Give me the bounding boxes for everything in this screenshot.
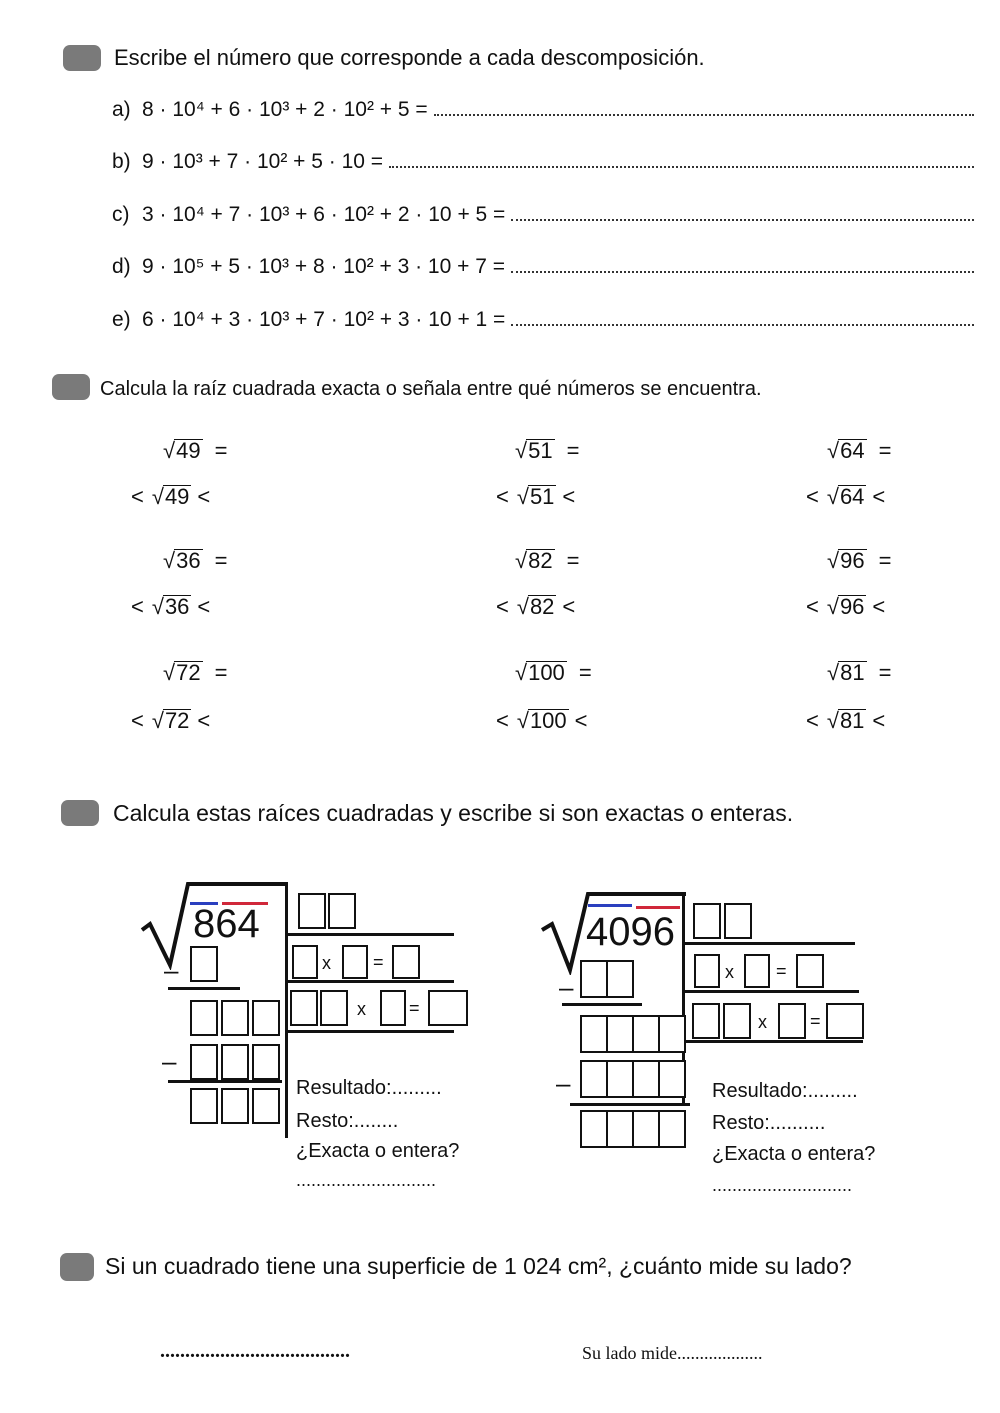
sqrt-equation-64 — [827, 438, 892, 464]
radicand: 36 — [164, 594, 190, 619]
less-than-sign: < — [872, 594, 886, 619]
aux-box[interactable] — [826, 1003, 864, 1039]
minus-sign: – — [164, 955, 179, 985]
label-a: a) — [112, 98, 131, 121]
final-remainder-box[interactable] — [658, 1110, 686, 1148]
aux-box[interactable] — [342, 945, 368, 979]
exercise-b — [112, 150, 974, 174]
aux-box[interactable] — [290, 990, 318, 1026]
exercise-c — [112, 203, 974, 227]
result-label: Resultado:......... — [712, 1080, 858, 1102]
sqrt-expression — [517, 594, 557, 619]
radicand: 64 — [839, 484, 865, 509]
sqrt-expression — [515, 438, 555, 463]
sqrt-bounds-72 — [131, 708, 210, 734]
radical-icon: √ — [163, 548, 176, 573]
times-sign: x — [725, 962, 734, 982]
sqrt-expression — [827, 708, 867, 733]
less-than-sign: < — [197, 484, 211, 509]
final-remainder-box[interactable] — [580, 1110, 608, 1148]
result-digit-box[interactable] — [328, 893, 356, 929]
times-sign: x — [357, 999, 366, 1019]
horizontal-rule — [683, 1040, 863, 1043]
radicand: 82 — [528, 548, 553, 573]
sqrt-bounds-49 — [131, 484, 210, 510]
remainder-box[interactable] — [632, 1015, 660, 1053]
subtract-box[interactable] — [221, 1044, 249, 1080]
radical-icon: √ — [826, 484, 839, 509]
sqrt-bounds-96 — [806, 594, 885, 620]
answer-line-e[interactable] — [511, 318, 974, 326]
radicand: 100 — [529, 708, 567, 733]
sqrt-bounds-100 — [496, 708, 588, 734]
sqrt-expression — [515, 548, 555, 573]
horizontal-rule — [683, 990, 859, 993]
radicand: 4096 — [586, 910, 675, 954]
section3-badge — [61, 800, 99, 826]
subtract-box[interactable] — [632, 1060, 660, 1098]
result-label: Resultado:......... — [296, 1077, 442, 1099]
sqrt-expression — [163, 438, 203, 463]
radical-icon: √ — [151, 484, 164, 509]
section4-title: Si un cuadrado tiene una superficie de 1 024 cm², ¿cuánto mide su lado? — [105, 1253, 852, 1279]
section2-title: Calcula la raíz cuadrada exacta o señala entre qué números se encuentra. — [100, 378, 762, 400]
final-remainder-box[interactable] — [221, 1088, 249, 1124]
section2-badge — [52, 374, 90, 400]
sqrt-expression — [827, 484, 867, 509]
radical-icon: √ — [515, 548, 528, 573]
final-remainder-box[interactable] — [606, 1110, 634, 1148]
sqrt-equation-36 — [163, 548, 228, 574]
subtract-box[interactable] — [580, 1060, 608, 1098]
equals-sign: = — [208, 548, 228, 573]
exercise-e — [112, 308, 974, 332]
remainder-box[interactable] — [252, 1000, 280, 1036]
remainder-label: Resto:.......... — [712, 1112, 826, 1134]
sqrt-expression — [827, 548, 867, 573]
aux-box[interactable] — [744, 954, 770, 988]
less-than-sign: < — [872, 484, 886, 509]
less-than-sign: < — [131, 708, 144, 733]
radical-icon: √ — [151, 708, 164, 733]
radicand: 49 — [164, 484, 190, 509]
remainder-label: Resto:........ — [296, 1110, 399, 1132]
aux-box[interactable] — [692, 1003, 720, 1039]
section3-title: Calcula estas raíces cuadradas y escribe si son exactas o enteras. — [113, 800, 794, 826]
expr-d: 9 · 10⁵ + 5 · 10³ + 8 · 10² + 3 · 10 + 7 = — [142, 255, 505, 278]
radical-icon: √ — [151, 594, 164, 619]
subtract-box[interactable] — [580, 960, 608, 998]
aux-box[interactable] — [796, 954, 824, 988]
sqrt-expression — [827, 660, 867, 685]
equals-sign: = — [409, 998, 420, 1018]
final-remainder-box[interactable] — [632, 1110, 660, 1148]
sqrt-bounds-82 — [496, 594, 575, 620]
subtract-box[interactable] — [190, 946, 218, 982]
minus-sign: – — [559, 972, 574, 1002]
remainder-box[interactable] — [658, 1015, 686, 1053]
radicand: 100 — [528, 660, 565, 685]
sqrt-expression — [827, 594, 867, 619]
sqrt-expression — [163, 548, 203, 573]
subtract-box[interactable] — [606, 960, 634, 998]
subtract-box[interactable] — [190, 1044, 218, 1080]
aux-box[interactable] — [392, 945, 420, 979]
label-d: d) — [112, 255, 131, 278]
sqrt-equation-81 — [827, 660, 892, 686]
final-remainder-box[interactable] — [190, 1088, 218, 1124]
radical-icon: √ — [827, 438, 840, 463]
result-digit-box[interactable] — [724, 903, 752, 939]
digit-pair-mark-blue — [588, 904, 632, 907]
horizontal-rule — [286, 980, 454, 983]
aux-box[interactable] — [320, 990, 348, 1026]
remainder-box[interactable] — [606, 1015, 634, 1053]
exercise-d — [112, 255, 974, 279]
sqrt-bounds-51 — [496, 484, 575, 510]
answer-line-c[interactable] — [511, 213, 974, 221]
radicand: 864 — [193, 902, 260, 946]
equals-sign: = — [208, 660, 228, 685]
radicand: 96 — [839, 594, 865, 619]
radicand: 51 — [528, 438, 553, 463]
equals-sign: = — [872, 660, 892, 685]
answer-dots[interactable]: ............................ — [712, 1175, 853, 1195]
subtract-box[interactable] — [606, 1060, 634, 1098]
sqrt-bounds-64 — [806, 484, 885, 510]
vertical-divider — [285, 884, 288, 1138]
less-than-sign: < — [562, 594, 576, 619]
sqrt-expression — [163, 660, 203, 685]
minus-sign: – — [556, 1068, 571, 1098]
radical-icon: √ — [826, 594, 839, 619]
equals-sign: = — [560, 438, 580, 463]
less-than-sign: < — [131, 484, 144, 509]
exercise-a — [112, 98, 974, 122]
radicand: 49 — [176, 438, 201, 463]
aux-box[interactable] — [778, 1003, 806, 1039]
subtraction-rule — [562, 1003, 642, 1006]
sqrt-equation-100 — [515, 660, 592, 686]
times-sign: x — [758, 1012, 767, 1032]
answer-dots[interactable]: ...................................... — [160, 1340, 350, 1362]
equals-sign: = — [776, 961, 787, 981]
sqrt-equation-51 — [515, 438, 580, 464]
horizontal-rule — [286, 1030, 454, 1033]
radical-icon: √ — [516, 708, 529, 733]
times-sign: x — [322, 953, 331, 973]
section1-badge — [63, 45, 101, 71]
sqrt-expression — [152, 708, 192, 733]
radical-icon: √ — [163, 660, 176, 685]
sqrt-expression — [517, 484, 557, 509]
less-than-sign: < — [496, 484, 509, 509]
radicand: 96 — [840, 548, 865, 573]
exact-or-whole-question: ¿Exacta o entera? — [712, 1143, 876, 1165]
less-than-sign: < — [131, 594, 144, 619]
label-b: b) — [112, 150, 131, 173]
expr-e: 6 · 10⁴ + 3 · 10³ + 7 · 10² + 3 · 10 + 1 = — [142, 308, 506, 331]
radical-icon: √ — [827, 548, 840, 573]
subtraction-rule — [570, 1103, 690, 1106]
radical-icon: √ — [516, 484, 529, 509]
section4-badge — [60, 1253, 94, 1281]
radicand: 81 — [839, 708, 865, 733]
less-than-sign: < — [562, 484, 576, 509]
side-answer-label: Su lado mide................... — [582, 1343, 763, 1363]
sqrt-expression — [827, 438, 867, 463]
exact-or-whole-question: ¿Exacta o entera? — [296, 1140, 460, 1162]
radicand: 82 — [529, 594, 555, 619]
sqrt-equation-49 — [163, 438, 228, 464]
radical-icon: √ — [515, 660, 528, 685]
subtraction-rule — [168, 987, 240, 990]
remainder-box[interactable] — [221, 1000, 249, 1036]
horizontal-rule — [683, 942, 855, 945]
aux-box[interactable] — [292, 945, 318, 979]
equals-sign: = — [572, 660, 592, 685]
radicand: 64 — [840, 438, 865, 463]
less-than-sign: < — [197, 594, 211, 619]
sqrt-equation-82 — [515, 548, 580, 574]
radicand: 36 — [176, 548, 201, 573]
radical-icon: √ — [826, 708, 839, 733]
radical-icon: √ — [516, 594, 529, 619]
horizontal-rule — [286, 933, 454, 936]
radicand: 81 — [840, 660, 865, 685]
result-digit-box[interactable] — [298, 893, 326, 929]
equals-sign: = — [560, 548, 580, 573]
sqrt-expression — [517, 708, 569, 733]
subtraction-rule — [168, 1080, 282, 1083]
less-than-sign: < — [197, 708, 211, 733]
label-c: c) — [112, 203, 130, 226]
minus-sign: – — [162, 1046, 177, 1076]
radical-icon: √ — [163, 438, 176, 463]
less-than-sign: < — [806, 708, 819, 733]
result-digit-box[interactable] — [693, 903, 721, 939]
answer-dots[interactable]: ............................ — [296, 1170, 437, 1190]
sqrt-expression — [515, 660, 567, 685]
less-than-sign: < — [806, 594, 819, 619]
expr-a: 8 · 10⁴ + 6 · 10³ + 2 · 10² + 5 = — [142, 98, 428, 121]
aux-box[interactable] — [380, 990, 406, 1026]
less-than-sign: < — [872, 708, 886, 733]
subtract-box[interactable] — [658, 1060, 686, 1098]
less-than-sign: < — [574, 708, 588, 733]
section1-title: Escribe el número que corresponde a cada descomposición. — [114, 45, 705, 70]
radical-icon: √ — [827, 660, 840, 685]
radicand: 72 — [176, 660, 201, 685]
equals-sign: = — [872, 438, 892, 463]
equals-sign: = — [810, 1011, 821, 1031]
aux-box[interactable] — [428, 990, 468, 1026]
answer-line-d[interactable] — [511, 265, 974, 273]
radical-icon: √ — [515, 438, 528, 463]
equals-sign: = — [208, 438, 228, 463]
final-remainder-box[interactable] — [252, 1088, 280, 1124]
digit-pair-mark-red — [636, 906, 680, 909]
radicand: 51 — [529, 484, 555, 509]
equals-sign: = — [373, 952, 384, 972]
sqrt-equation-72 — [163, 660, 228, 686]
equals-sign: = — [872, 548, 892, 573]
label-e: e) — [112, 308, 131, 331]
aux-box[interactable] — [694, 954, 720, 988]
sqrt-equation-96 — [827, 548, 892, 574]
answer-line-a[interactable] — [434, 108, 974, 116]
less-than-sign: < — [496, 594, 509, 619]
less-than-sign: < — [496, 708, 509, 733]
less-than-sign: < — [806, 484, 819, 509]
remainder-box[interactable] — [190, 1000, 218, 1036]
sqrt-bounds-81 — [806, 708, 885, 734]
expr-b: 9 · 10³ + 7 · 10² + 5 · 10 = — [142, 150, 384, 173]
answer-line-b[interactable] — [389, 160, 974, 168]
sqrt-expression — [152, 594, 192, 619]
radicand: 72 — [164, 708, 190, 733]
aux-box[interactable] — [723, 1003, 751, 1039]
remainder-box[interactable] — [580, 1015, 608, 1053]
subtract-box[interactable] — [252, 1044, 280, 1080]
expr-c: 3 · 10⁴ + 7 · 10³ + 6 · 10² + 2 · 10 + 5 = — [142, 203, 506, 226]
sqrt-bounds-36 — [131, 594, 210, 620]
sqrt-expression — [152, 484, 192, 509]
